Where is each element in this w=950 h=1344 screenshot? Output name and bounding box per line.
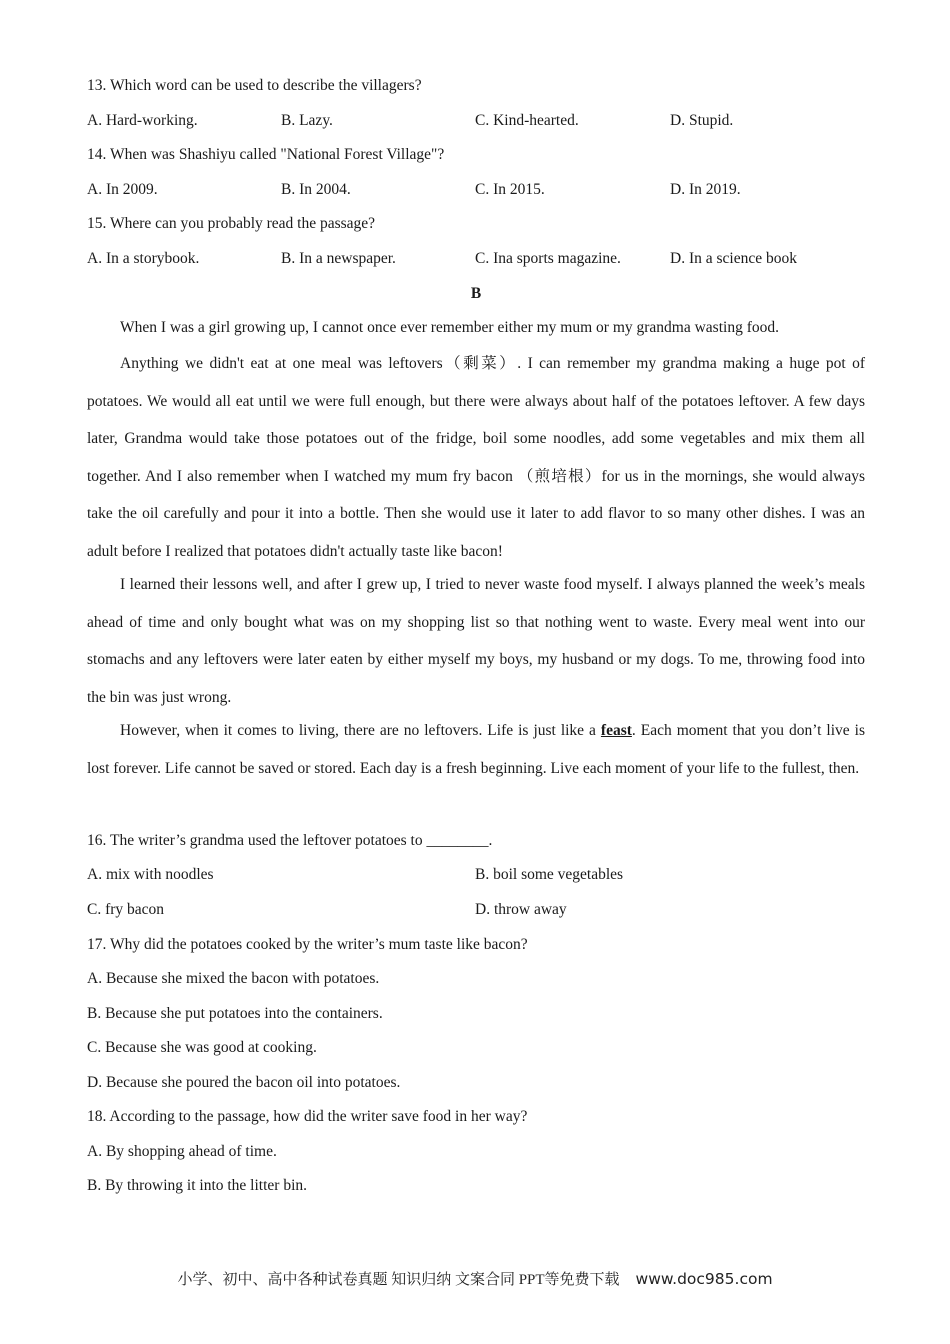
page-footer [0, 1268, 950, 1291]
question-17-option-c: C. Because she was good at cooking. [87, 1039, 317, 1056]
question-18-option-b: B. By throwing it into the litter bin. [87, 1177, 308, 1194]
question-16-option-c: C. fry bacon [87, 901, 165, 918]
question-15-option-c: C. Ina sports magazine. [475, 250, 621, 267]
footer-text: 小学、初中、高中各种试卷真题 知识归纳 文案合同 PPT等免费下载 [177, 1272, 620, 1288]
question-14-option-d: D. In 2019. [670, 181, 741, 198]
question-13-option-d: D. Stupid. [670, 112, 734, 129]
question-15-option-b: B. In a newspaper. [281, 250, 396, 267]
feast-keyword: feast [600, 722, 632, 739]
question-15-stem: 15. Where can you probably read the passage? [87, 215, 376, 232]
paragraph-4-text-end: . Each moment that you don’t live is lost forever. Life cannot be saved or stored. Each day is a fresh beginning. Live each moment of your life to the fullest, then. [87, 722, 865, 777]
question-13-option-c: C. Kind-hearted. [475, 112, 579, 129]
question-18-stem: 18. According to the passage, how did the writer save food in her way? [87, 1108, 528, 1125]
question-15-option-a: A. In a storybook. [87, 250, 200, 267]
footer-site-link[interactable]: www.doc985.com [635, 1270, 773, 1288]
question-13-option-a: A. Hard-working. [87, 112, 198, 129]
question-17-option-d: D. Because she poured the bacon oil into potatoes. [87, 1074, 401, 1091]
paragraph-4-text-start: However, when it comes to living, there are no leftovers. Life is just like a [120, 722, 601, 739]
question-14-option-a: A. In 2009. [87, 181, 158, 198]
question-16-option-b: B. boil some vegetables [475, 866, 624, 883]
passage-paragraph-3: I learned their lessons well, and after I grew up, I tried to never waste food myself. I always planned the week’s meals ahead of time and only bought what was on my shopping list so that nothing went to waste. Every meal went into our stomachs and any leftovers were later eaten by either myself my boys, my husband or my dogs. To me, throwing food into the bin was just wrong. [87, 576, 865, 706]
section-b-title: B [470, 285, 482, 302]
passage-paragraph-4 [87, 712, 865, 787]
question-14-stem: 14. When was Shashiyu called "National Forest Village"? [87, 146, 445, 163]
question-16-option-d: D. throw away [475, 901, 567, 918]
question-16-option-a: A. mix with noodles [87, 866, 214, 883]
question-17-option-b: B. Because she put potatoes into the containers. [87, 1005, 383, 1022]
question-18-option-a: A. By shopping ahead of time. [87, 1143, 277, 1160]
passage-paragraph-1: When I was a girl growing up, I cannot once ever remember either my mum or my grandma wasting food. [120, 319, 779, 336]
question-17-stem: 17. Why did the potatoes cooked by the writer’s mum taste like bacon? [87, 936, 528, 953]
question-15-option-d: D. In a science book [670, 250, 797, 267]
question-17-option-a: A. Because she mixed the bacon with potatoes. [87, 970, 380, 987]
question-14-option-b: B. In 2004. [281, 181, 351, 198]
question-16-stem: 16. The writer’s grandma used the leftover potatoes to ________. [87, 832, 493, 849]
passage-paragraph-2: Anything we didn't eat at one meal was leftovers（剩菜）. I can remember my grandma making a huge pot of potatoes. We would all eat until we were full enough, but there were always about half of the potatoes leftover. A few days later, Grandma would take those potatoes out of the fridge, boil some noodles, add some vegetables and mix them all together. And I also remember when I watched my mum fry bacon （煎培根）for us in the mornings, she would always take the oil carefully and pour it into a bottle. Then she would use it later to add flavor to so many other dishes. I was an adult before I realized that potatoes didn't actually taste like bacon! [87, 355, 865, 560]
question-14-option-c: C. In 2015. [475, 181, 545, 198]
question-13-option-b: B. Lazy. [281, 112, 333, 129]
question-13-stem: 13. Which word can be used to describe the villagers? [87, 77, 422, 94]
